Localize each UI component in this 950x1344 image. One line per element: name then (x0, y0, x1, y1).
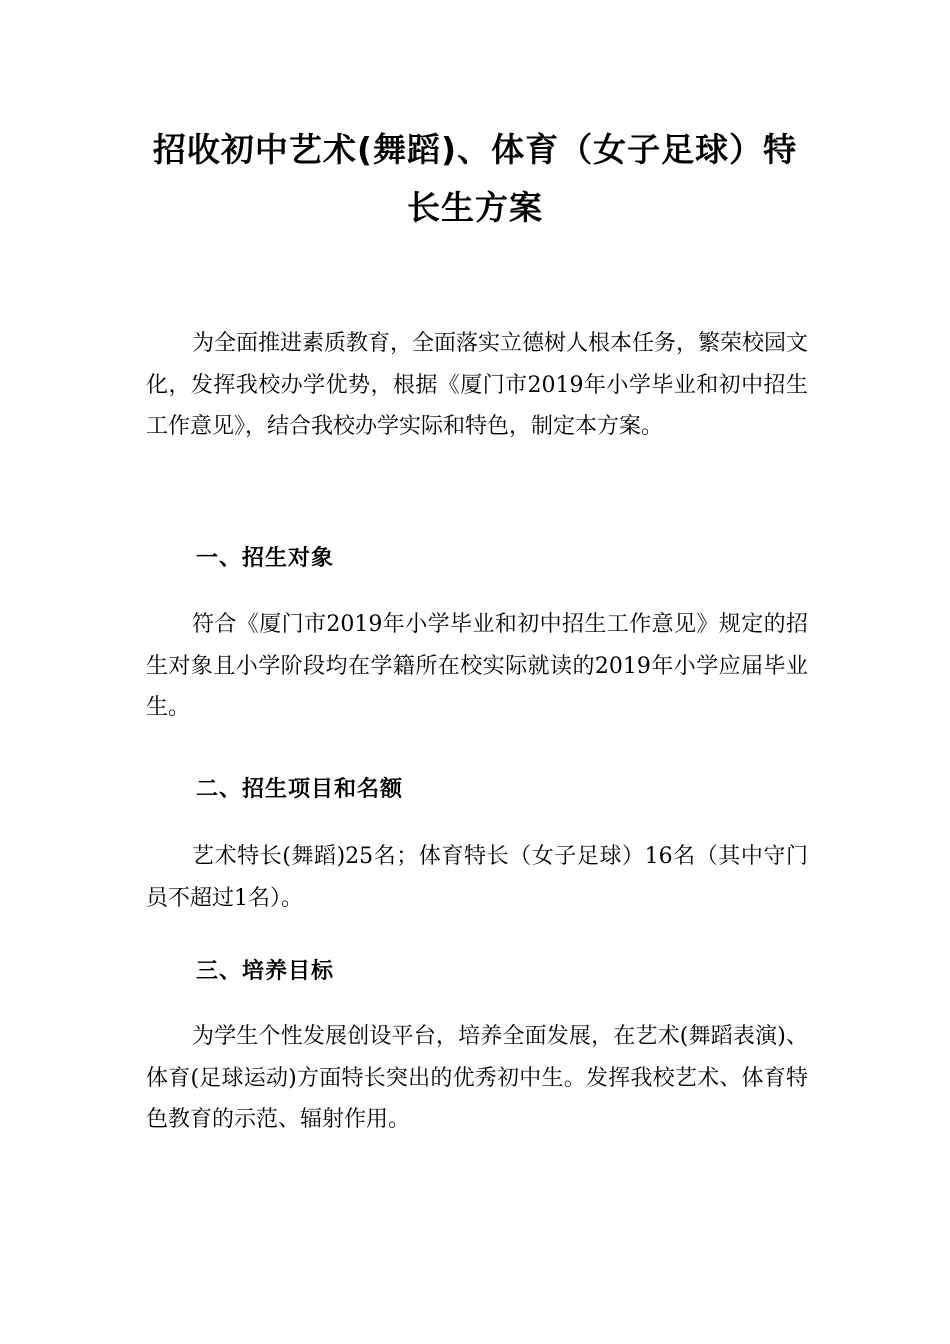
document-title-line2: 长生方案 (407, 188, 543, 227)
section-heading-target: 一、招生对象 (196, 546, 335, 571)
section-body-target: 符合《厦门市2019年小学毕业和初中招生工作意见》规定的招生对象且小学阶段均在学籍所在校实际就读的2019年小学应届毕业生。 (146, 612, 808, 720)
intro-paragraph: 为全面推进素质教育，全面落实立德树人根本任务，繁荣校园文化，发挥我校办学优势，根据《厦门市2019年小学毕业和初中招生工作意见》，结合我校办学实际和特色，制定本方案。 (146, 331, 809, 439)
section-heading-goal: 三、培养目标 (196, 959, 335, 984)
section-heading-quota: 二、招生项目和名额 (196, 777, 404, 802)
section-body-goal: 为学生个性发展创设平台，培养全面发展，在艺术(舞蹈表演)、体育(足球运动)方面特长突出的优秀初中生。发挥我校艺术、体育特色教育的示范、辐射作用。 (146, 1024, 808, 1132)
section-body-quota: 艺术特长(舞蹈)25名；体育特长（女子足球）16名（其中守门员不超过1名）。 (146, 844, 808, 911)
document-title-line1: 招收初中艺术(舞蹈)、体育（女子足球）特 (152, 130, 798, 169)
